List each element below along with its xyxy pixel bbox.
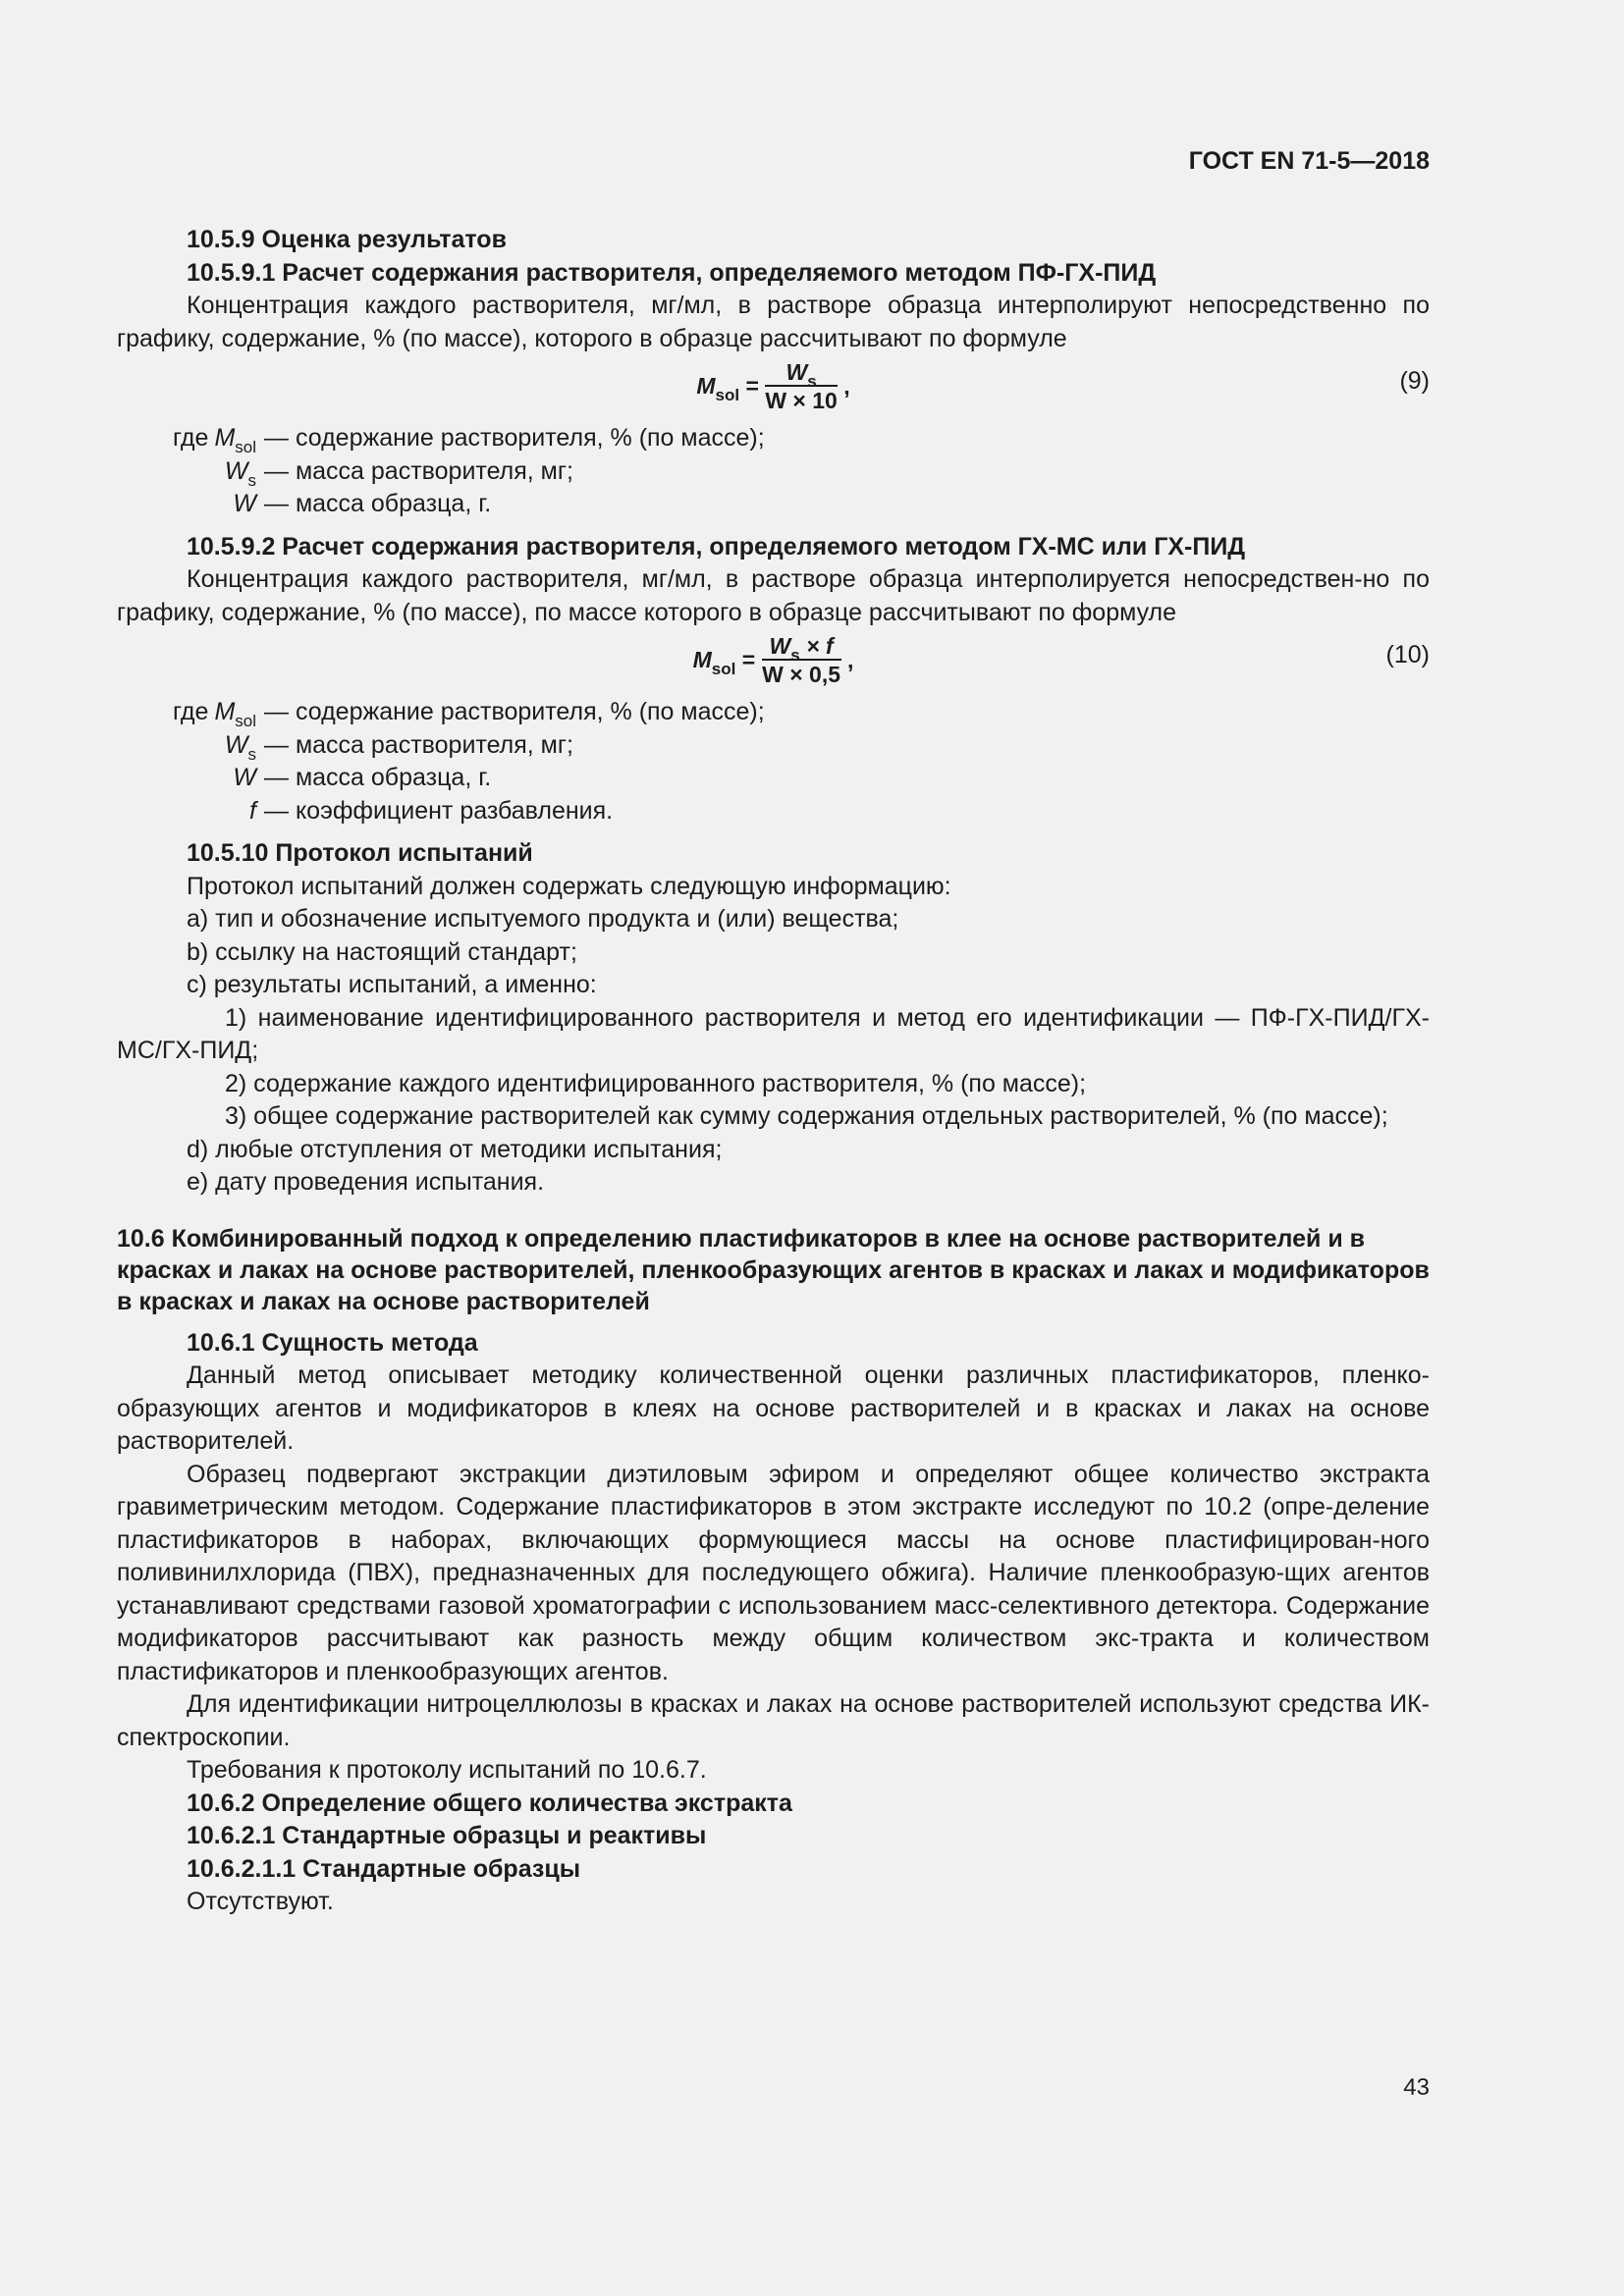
section-10-6-1-para-1: Данный метод описывает методику количественной оценки различных пластификаторов, пленко-образующих агентов и модификаторов в клеях на основе растворителей и в красках и лаках на основе растворителей. <box>117 1362 1430 1455</box>
section-10-6-2-1-1-heading: 10.6.2.1.1 Стандартные образцы <box>187 1854 581 1883</box>
definition-row: W — масса образца, г. <box>233 490 492 517</box>
definition-row: где $M_{sol}$ — содержание растворителя, % (по массе); <box>172 424 765 456</box>
page-number: 43 <box>1403 2074 1430 2101</box>
section-10-6-1-heading: 10.6.1 Сущность метода <box>187 1328 478 1357</box>
protocol-item-c2: 2) содержание каждого идентифицированного растворителя, % (по массе); <box>225 1069 1087 1097</box>
section-10-6-2-1-heading: 10.6.2.1 Стандартные образцы и реактивы <box>187 1822 707 1849</box>
protocol-item-a: a) тип и обозначение испытуемого продукта и (или) вещества; <box>187 905 899 933</box>
protocol-item-c: c) результаты испытаний, а именно: <box>187 971 597 998</box>
definition-row: где $M_{sol}$ — содержание растворителя, % (по массе); <box>172 698 765 730</box>
section-10-5-9-1-text: Концентрация каждого растворителя, мг/мл, в растворе образца интерполируют непосредственно по графику, содержание, % (по массе), которого в образце рассчитывают по формуле <box>117 292 1430 352</box>
protocol-item-c3: 3) общее содержание растворителей как сумму содержания отдельных растворителей, % (по массе); <box>225 1102 1388 1130</box>
definition-row: $W_s$ — масса растворителя, мг; <box>224 456 573 490</box>
formula-9-definitions <box>117 422 1430 521</box>
section-10-5-10-heading: 10.5.10 Протокол испытаний <box>187 839 533 867</box>
definition-row: f — коэффициент разбавления. <box>249 796 614 825</box>
section-10-5-9-2-text: Концентрация каждого растворителя, мг/мл, в растворе образца интерполируется непосредствен-но по графику, содержание, % (по массе), по массе которого в образце рассчитывают по формуле <box>117 565 1430 626</box>
formula-9: $M_{sol}$ = $\frac{W_s}{W \times 10}$ , (9) <box>696 359 1430 413</box>
section-10-5-9-2-heading: 10.5.9.2 Расчет содержания растворителя, определяемого методом ГХ-МС или ГХ-ПИД <box>187 532 1246 561</box>
equation-number-9: (9) <box>1399 367 1430 395</box>
section-10-6-1-para-2: Образец подвергают экстракции диэтиловым эфиром и определяют общее количество экстракта гравиметрическим методом. Содержание пластификаторов в этом экстракте исследуют по 10.2 (опре-деление пластификаторов в наборах, включающих формующиеся массы на основе пластифицирован-ного поливинилхлорида (ПВХ), предназначенных для последующего обжига). Наличие пленкообразую-щих агентов устанавливают средствами газовой хроматографии с использованием масс-селективного детектора. Содержание модификаторов рассчитывают как разность между общим количеством экс-тракта и количеством пластификаторов и пленкообразующих агентов. <box>117 1460 1430 1685</box>
section-10-6-2-1-1-text: Отсутствуют. <box>187 1888 334 1915</box>
section-10-6-2-heading: 10.6.2 Определение общего количества экстракта <box>187 1789 792 1817</box>
section-10-6-1-para-3: Для идентификации нитроцеллюлозы в красках и лаках на основе растворителей используют средства ИК-спектроскопии. <box>117 1690 1430 1751</box>
formula-9-fraction: $\frac{W_s}{W \times 10}$ <box>765 359 838 413</box>
formula-10-definitions <box>117 696 1430 828</box>
protocol-item-e: e) дату проведения испытания. <box>187 1168 545 1196</box>
protocol-item-d: d) любые отступления от методики испытания; <box>187 1135 723 1163</box>
section-10-5-9-1-heading: 10.5.9.1 Расчет содержания растворителя, определяемого методом ПФ-ГХ-ПИД <box>187 258 1157 287</box>
section-10-5-9-heading: 10.5.9 Оценка результатов <box>187 226 507 253</box>
definition-row: $W_s$ — масса растворителя, мг; <box>224 730 573 764</box>
standard-header: ГОСТ EN 71-5—2018 <box>1188 147 1430 175</box>
protocol-item-b: b) ссылку на настоящий стандарт; <box>187 937 577 966</box>
section-10-6-1-para-4: Требования к протоколу испытаний по 10.6.7. <box>187 1756 707 1784</box>
formula-10-fraction: $\frac{W_s \times f}{W \times 0,5}$ <box>762 633 841 687</box>
page-content <box>117 224 1430 1919</box>
equation-number-10: (10) <box>1385 641 1430 668</box>
definition-row: W — масса образца, г. <box>233 764 492 791</box>
protocol-item-c1: 1) наименование идентифицированного растворителя и метод его идентификации — ПФ-ГХ-ПИД/ГХ-МС/ГХ-ПИД; <box>117 1003 1430 1064</box>
formula-10: $M_{sol}$ = $\frac{W_s \times f}{W \times 0,5}$ , (10) <box>692 633 1430 687</box>
protocol-intro: Протокол испытаний должен содержать следующую информацию: <box>187 872 951 900</box>
section-10-6-heading: 10.6 Комбинированный подход к определению пластификаторов в клее на основе растворителей и в красках и лаках на основе растворителей, пленкообразующих агентов в красках и лаках и модификаторов в красках и лаках на основе растворителей <box>117 1224 1430 1315</box>
